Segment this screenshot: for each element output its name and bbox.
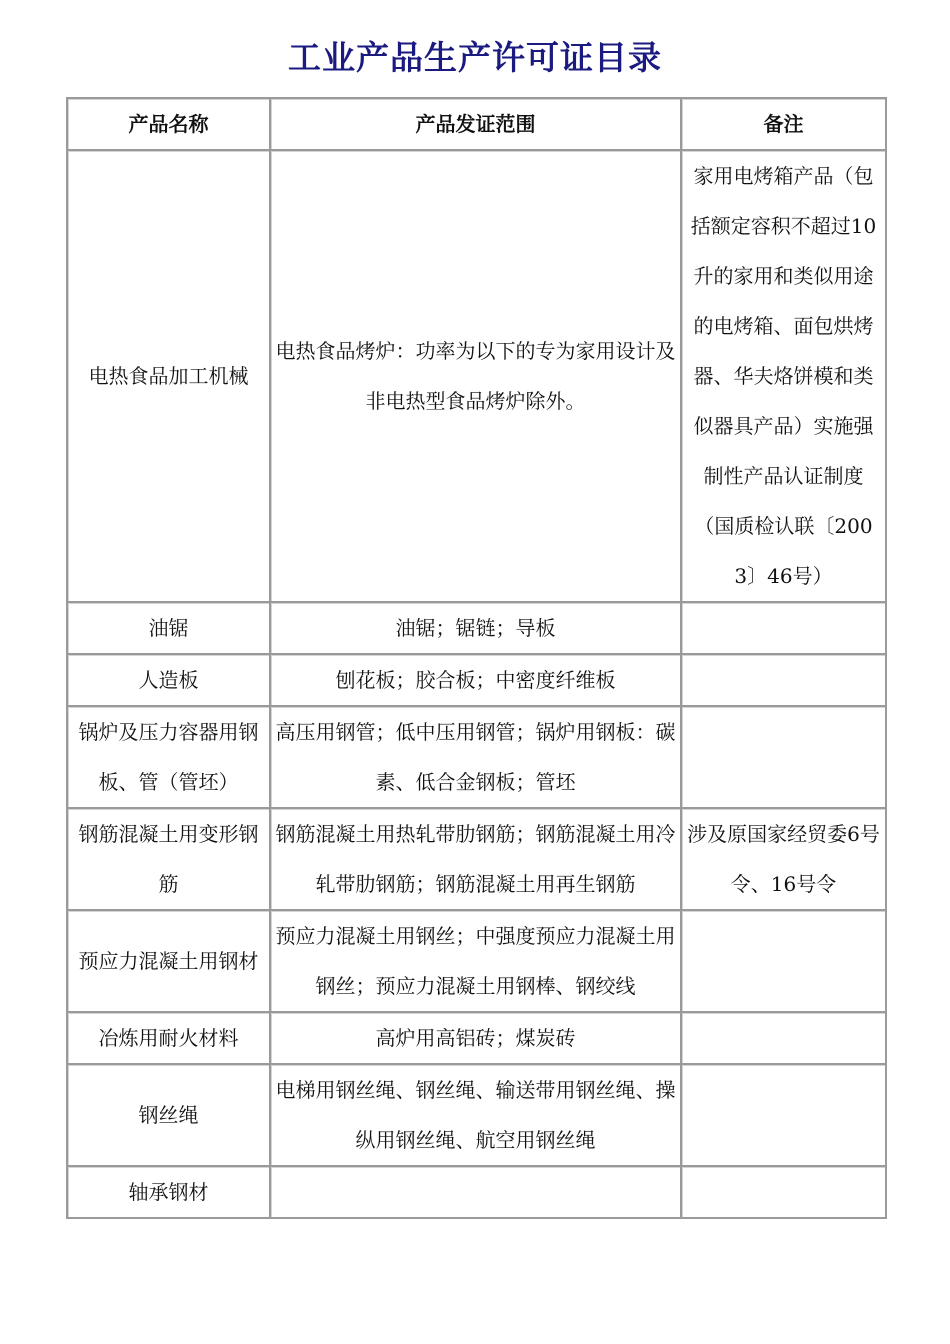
license-scope-cell bbox=[271, 1167, 682, 1219]
table-row bbox=[68, 707, 887, 809]
product-name-cell: 锅炉及压力容器用钢板、管（管坯） bbox=[68, 707, 271, 809]
remark-cell: 涉及原国家经贸委6号令、16号令 bbox=[682, 809, 887, 911]
header-product-name: 产品名称 bbox=[68, 99, 271, 151]
license-scope-cell: 油锯；锯链；导板 bbox=[271, 603, 682, 655]
product-name-cell: 冶炼用耐火材料 bbox=[68, 1013, 271, 1065]
remark-cell bbox=[682, 1167, 887, 1219]
remark-cell bbox=[682, 911, 887, 1013]
table-row bbox=[68, 809, 887, 911]
header-remarks: 备注 bbox=[682, 99, 887, 151]
product-name-cell: 钢筋混凝土用变形钢筋 bbox=[68, 809, 271, 911]
license-scope-cell: 电梯用钢丝绳、钢丝绳、输送带用钢丝绳、操纵用钢丝绳、航空用钢丝绳 bbox=[271, 1065, 682, 1167]
license-scope-cell: 高炉用高铝砖；煤炭砖 bbox=[271, 1013, 682, 1065]
table-row bbox=[68, 1013, 887, 1065]
product-name-cell: 轴承钢材 bbox=[68, 1167, 271, 1219]
license-scope-cell: 预应力混凝土用钢丝；中强度预应力混凝土用钢丝；预应力混凝土用钢棒、钢绞线 bbox=[271, 911, 682, 1013]
remark-cell: 家用电烤箱产品（包括额定容积不超过10升的家用和类似用途的电烤箱、面包烘烤器、华夫烙饼模和类似器具产品）实施强制性产品认证制度（国质检认联〔2003〕46号） bbox=[682, 151, 887, 603]
page-title: 工业产品生产许可证目录 bbox=[288, 38, 662, 77]
license-scope-cell: 高压用钢管；低中压用钢管；锅炉用钢板：碳素、低合金钢板；管坯 bbox=[271, 707, 682, 809]
table-row bbox=[68, 1065, 887, 1167]
license-scope-cell: 刨花板；胶合板；中密度纤维板 bbox=[271, 655, 682, 707]
header-license-scope: 产品发证范围 bbox=[271, 99, 682, 151]
license-scope-cell: 钢筋混凝土用热轧带肋钢筋；钢筋混凝土用冷轧带肋钢筋；钢筋混凝土用再生钢筋 bbox=[271, 809, 682, 911]
license-scope-cell: 电热食品烤炉：功率为以下的专为家用设计及非电热型食品烤炉除外。 bbox=[271, 151, 682, 603]
remark-cell bbox=[682, 1065, 887, 1167]
table-row bbox=[68, 603, 887, 655]
table-row bbox=[68, 151, 887, 603]
table-row bbox=[68, 655, 887, 707]
remark-cell bbox=[682, 655, 887, 707]
remark-cell bbox=[682, 1013, 887, 1065]
product-name-cell: 人造板 bbox=[68, 655, 271, 707]
remark-cell bbox=[682, 707, 887, 809]
table-header-row bbox=[68, 99, 887, 151]
product-name-cell: 预应力混凝土用钢材 bbox=[68, 911, 271, 1013]
product-name-cell: 电热食品加工机械 bbox=[68, 151, 271, 603]
product-name-cell: 钢丝绳 bbox=[68, 1065, 271, 1167]
remark-cell bbox=[682, 603, 887, 655]
product-name-cell: 油锯 bbox=[68, 603, 271, 655]
table-row bbox=[68, 1167, 887, 1219]
permit-catalog-table bbox=[66, 97, 887, 1219]
table-row bbox=[68, 911, 887, 1013]
